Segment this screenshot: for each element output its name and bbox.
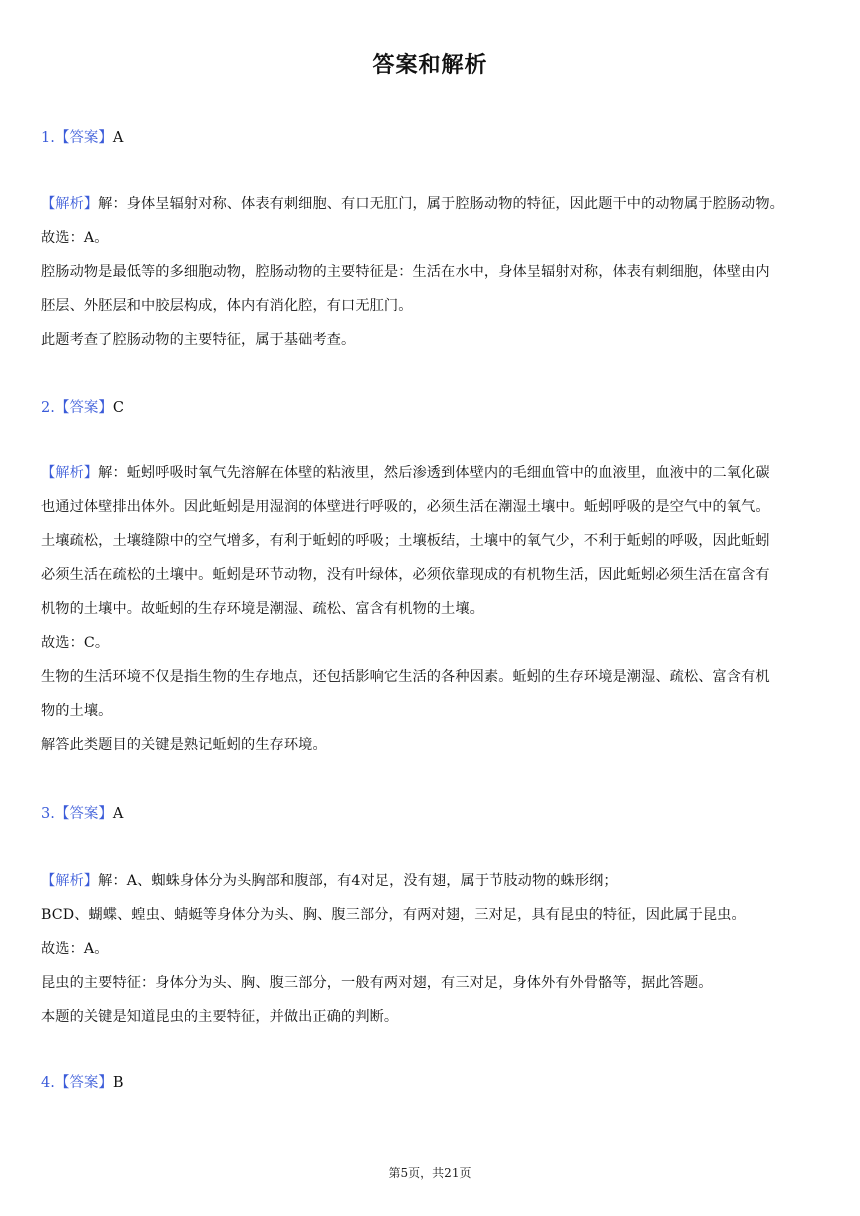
question-number: 4. bbox=[41, 1075, 55, 1091]
analysis-line: 生物的生活环境不仅是指生物的生存地点，还包括影响它生活的各种因素。蚯蚓的生存环境是潮湿、疏松、富含有机 bbox=[41, 669, 770, 685]
answer-value: A bbox=[112, 130, 124, 146]
analysis-line: 机物的土壤中。故蚯蚓的生存环境是潮湿、疏松、富含有机物的土壤。 bbox=[41, 601, 484, 617]
analysis-block-1 bbox=[41, 194, 821, 364]
answer-line-1 bbox=[41, 128, 123, 148]
page-title: 答案和解析 bbox=[372, 53, 488, 78]
analysis-block-3 bbox=[41, 871, 821, 1041]
analysis-line: 本题的关键是知道昆虫的主要特征，并做出正确的判断。 bbox=[41, 1009, 399, 1025]
answer-tag: 【答案】 bbox=[54, 400, 113, 416]
analysis-line: 昆虫的主要特征：身体分为头、胸、腹三部分，一般有两对翅，有三对足，身体外有外骨骼等，据此答题。 bbox=[41, 975, 713, 991]
analysis-tag: 【解析】 bbox=[41, 196, 99, 212]
analysis-line: BCD、蝴蝶、蝗虫、蜻蜓等身体分为头、胸、腹三部分，有两对翅，三对足，具有昆虫的特征，因此属于昆虫。 bbox=[41, 907, 746, 923]
analysis-tag: 【解析】 bbox=[41, 465, 99, 481]
page-footer: 第5页，共21页 bbox=[388, 1166, 472, 1180]
analysis-line: 故选：A。 bbox=[41, 941, 109, 957]
answer-line-3 bbox=[41, 804, 123, 824]
analysis-line: 故选：C。 bbox=[41, 635, 110, 651]
answer-value: A bbox=[112, 806, 124, 822]
answer-line-2 bbox=[41, 398, 124, 418]
question-number: 1. bbox=[41, 130, 55, 146]
answer-value: B bbox=[112, 1075, 124, 1091]
analysis-line: 腔肠动物是最低等的多细胞动物，腔肠动物的主要特征是：生活在水中，身体呈辐射对称，体表有刺细胞，体壁由内 bbox=[41, 264, 770, 280]
analysis-line: 必须生活在疏松的土壤中。蚯蚓是环节动物，没有叶绿体，必须依靠现成的有机物生活，因此蚯蚓必须生活在富含有 bbox=[41, 567, 770, 583]
analysis-line: 也通过体壁排出体外。因此蚯蚓是用湿润的体壁进行呼吸的，必须生活在潮湿土壤中。蚯蚓呼吸的是空气中的氧气。 bbox=[41, 499, 770, 515]
analysis-line: 故选：A。 bbox=[41, 230, 109, 246]
analysis-line: 【解析】解：蚯蚓呼吸时氧气先溶解在体壁的粘液里，然后渗透到体壁内的毛细血管中的血液里，血液中的二氧化碳 bbox=[41, 465, 770, 481]
question-number: 2. bbox=[41, 400, 55, 416]
answer-tag: 【答案】 bbox=[54, 130, 113, 146]
answer-tag: 【答案】 bbox=[54, 1075, 113, 1091]
analysis-line: 【解析】解：身体呈辐射对称、体表有刺细胞、有口无肛门，属于腔肠动物的特征，因此题干中的动物属于腔肠动物。 bbox=[41, 196, 784, 212]
answer-line-4 bbox=[41, 1073, 124, 1093]
analysis-line: 【解析】解：A、蜘蛛身体分为头胸部和腹部，有4对足，没有翅，属于节肢动物的蛛形纲； bbox=[41, 873, 618, 889]
analysis-line: 解答此类题目的关键是熟记蚯蚓的生存环境。 bbox=[41, 737, 327, 753]
question-number: 3. bbox=[41, 806, 55, 822]
analysis-line: 物的土壤。 bbox=[41, 703, 113, 719]
analysis-line: 胚层、外胚层和中胶层构成，体内有消化腔，有口无肛门。 bbox=[41, 298, 413, 314]
analysis-line: 此题考查了腔肠动物的主要特征，属于基础考查。 bbox=[41, 332, 356, 348]
analysis-line: 土壤疏松，土壤缝隙中的空气增多，有利于蚯蚓的呼吸；土壤板结，土壤中的氧气少，不利于蚯蚓的呼吸，因此蚯蚓 bbox=[41, 533, 770, 549]
answer-value: C bbox=[112, 400, 124, 416]
answer-tag: 【答案】 bbox=[54, 806, 113, 822]
analysis-block-2 bbox=[41, 463, 821, 769]
analysis-tag: 【解析】 bbox=[41, 873, 99, 889]
